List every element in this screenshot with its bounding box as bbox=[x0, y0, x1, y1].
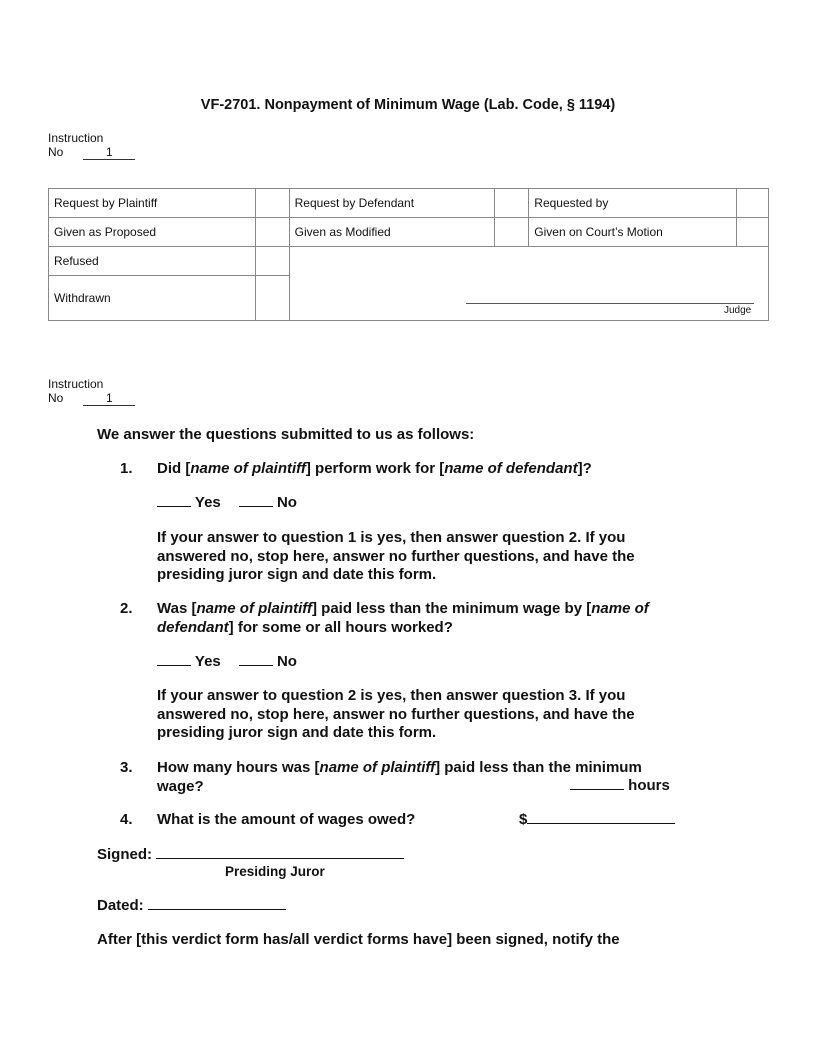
q1-number: 1. bbox=[120, 460, 133, 477]
requested-by-box[interactable] bbox=[736, 189, 768, 218]
hours-blank[interactable] bbox=[570, 789, 624, 790]
given-modified-box[interactable] bbox=[495, 218, 529, 247]
q2-number: 2. bbox=[120, 600, 133, 617]
instruction-label: Instruction bbox=[48, 377, 104, 391]
given-court-label: Given on Court’s Motion bbox=[529, 218, 737, 247]
q2-no-blank[interactable] bbox=[239, 665, 273, 666]
request-defendant-label: Request by Defendant bbox=[289, 189, 495, 218]
intro-text: We answer the questions submitted to us as follows: bbox=[97, 426, 475, 443]
closing-text: After [this verdict form has/all verdict forms have] been signed, notify the bbox=[97, 931, 620, 948]
q3-answer: hours bbox=[570, 777, 670, 796]
given-proposed-box[interactable] bbox=[255, 218, 289, 247]
wages-blank[interactable] bbox=[527, 823, 675, 824]
q4-text: What is the amount of wages owed? bbox=[157, 811, 416, 828]
form-title: VF-2701. Nonpayment of Minimum Wage (Lab. Code, § 1194) bbox=[200, 97, 616, 113]
q3-number: 3. bbox=[120, 759, 133, 776]
signature-blank[interactable] bbox=[156, 858, 404, 859]
presiding-juror-label: Presiding Juror bbox=[225, 864, 325, 879]
instruction-label: Instruction bbox=[48, 131, 104, 145]
instruction-number-value: 1 bbox=[83, 146, 135, 160]
given-court-box[interactable] bbox=[736, 218, 768, 247]
date-blank[interactable] bbox=[148, 909, 286, 910]
no-label: No bbox=[48, 391, 64, 405]
q2-answer: Yes No bbox=[157, 653, 687, 672]
given-modified-label: Given as Modified bbox=[289, 218, 495, 247]
instruction-number-2 bbox=[48, 377, 135, 406]
q1-yes-blank[interactable] bbox=[157, 506, 191, 507]
judge-signature-line[interactable] bbox=[466, 303, 754, 304]
refused-label: Refused bbox=[49, 247, 256, 276]
q1-no-blank[interactable] bbox=[239, 506, 273, 507]
q2-yes-blank[interactable] bbox=[157, 665, 191, 666]
request-defendant-box[interactable] bbox=[495, 189, 529, 218]
q1-text: Did [name of plaintiff] perform work for [name of defendant]? bbox=[157, 460, 592, 477]
q4-number: 4. bbox=[120, 811, 133, 828]
instruction-number bbox=[48, 131, 135, 160]
withdrawn-label: Withdrawn bbox=[49, 276, 256, 321]
judge-label: Judge bbox=[724, 305, 752, 316]
requested-by-label: Requested by bbox=[529, 189, 737, 218]
q2-text: Was [name of plaintiff] paid less than the minimum wage by [name of defendant] for some or all hours worked? bbox=[157, 600, 649, 636]
given-proposed-label: Given as Proposed bbox=[49, 218, 256, 247]
refused-box[interactable] bbox=[255, 247, 289, 276]
request-status-table bbox=[48, 188, 769, 321]
no-label: No bbox=[48, 145, 64, 159]
dated-row: Dated: bbox=[97, 897, 286, 916]
q1-instruction: If your answer to question 1 is yes, then answer question 2. If you answered no, stop here, answer no further questions, and have the presiding juror sign and date this form. bbox=[157, 529, 635, 584]
q1-answer: Yes No bbox=[157, 494, 687, 513]
signed-row: Signed: bbox=[97, 846, 404, 865]
request-plaintiff-box[interactable] bbox=[255, 189, 289, 218]
q2-instruction: If your answer to question 2 is yes, then answer question 3. If you answered no, stop here, answer no further questions, and have the presiding juror sign and date this form. bbox=[157, 687, 635, 742]
judge-signature-cell bbox=[289, 247, 768, 321]
q4-answer: $ bbox=[519, 811, 675, 830]
request-plaintiff-label: Request by Plaintiff bbox=[49, 189, 256, 218]
withdrawn-box[interactable] bbox=[255, 276, 289, 321]
q3-text: How many hours was [name of plaintiff] paid less than the minimum wage? bbox=[157, 759, 642, 795]
instruction-number-value: 1 bbox=[83, 392, 135, 406]
